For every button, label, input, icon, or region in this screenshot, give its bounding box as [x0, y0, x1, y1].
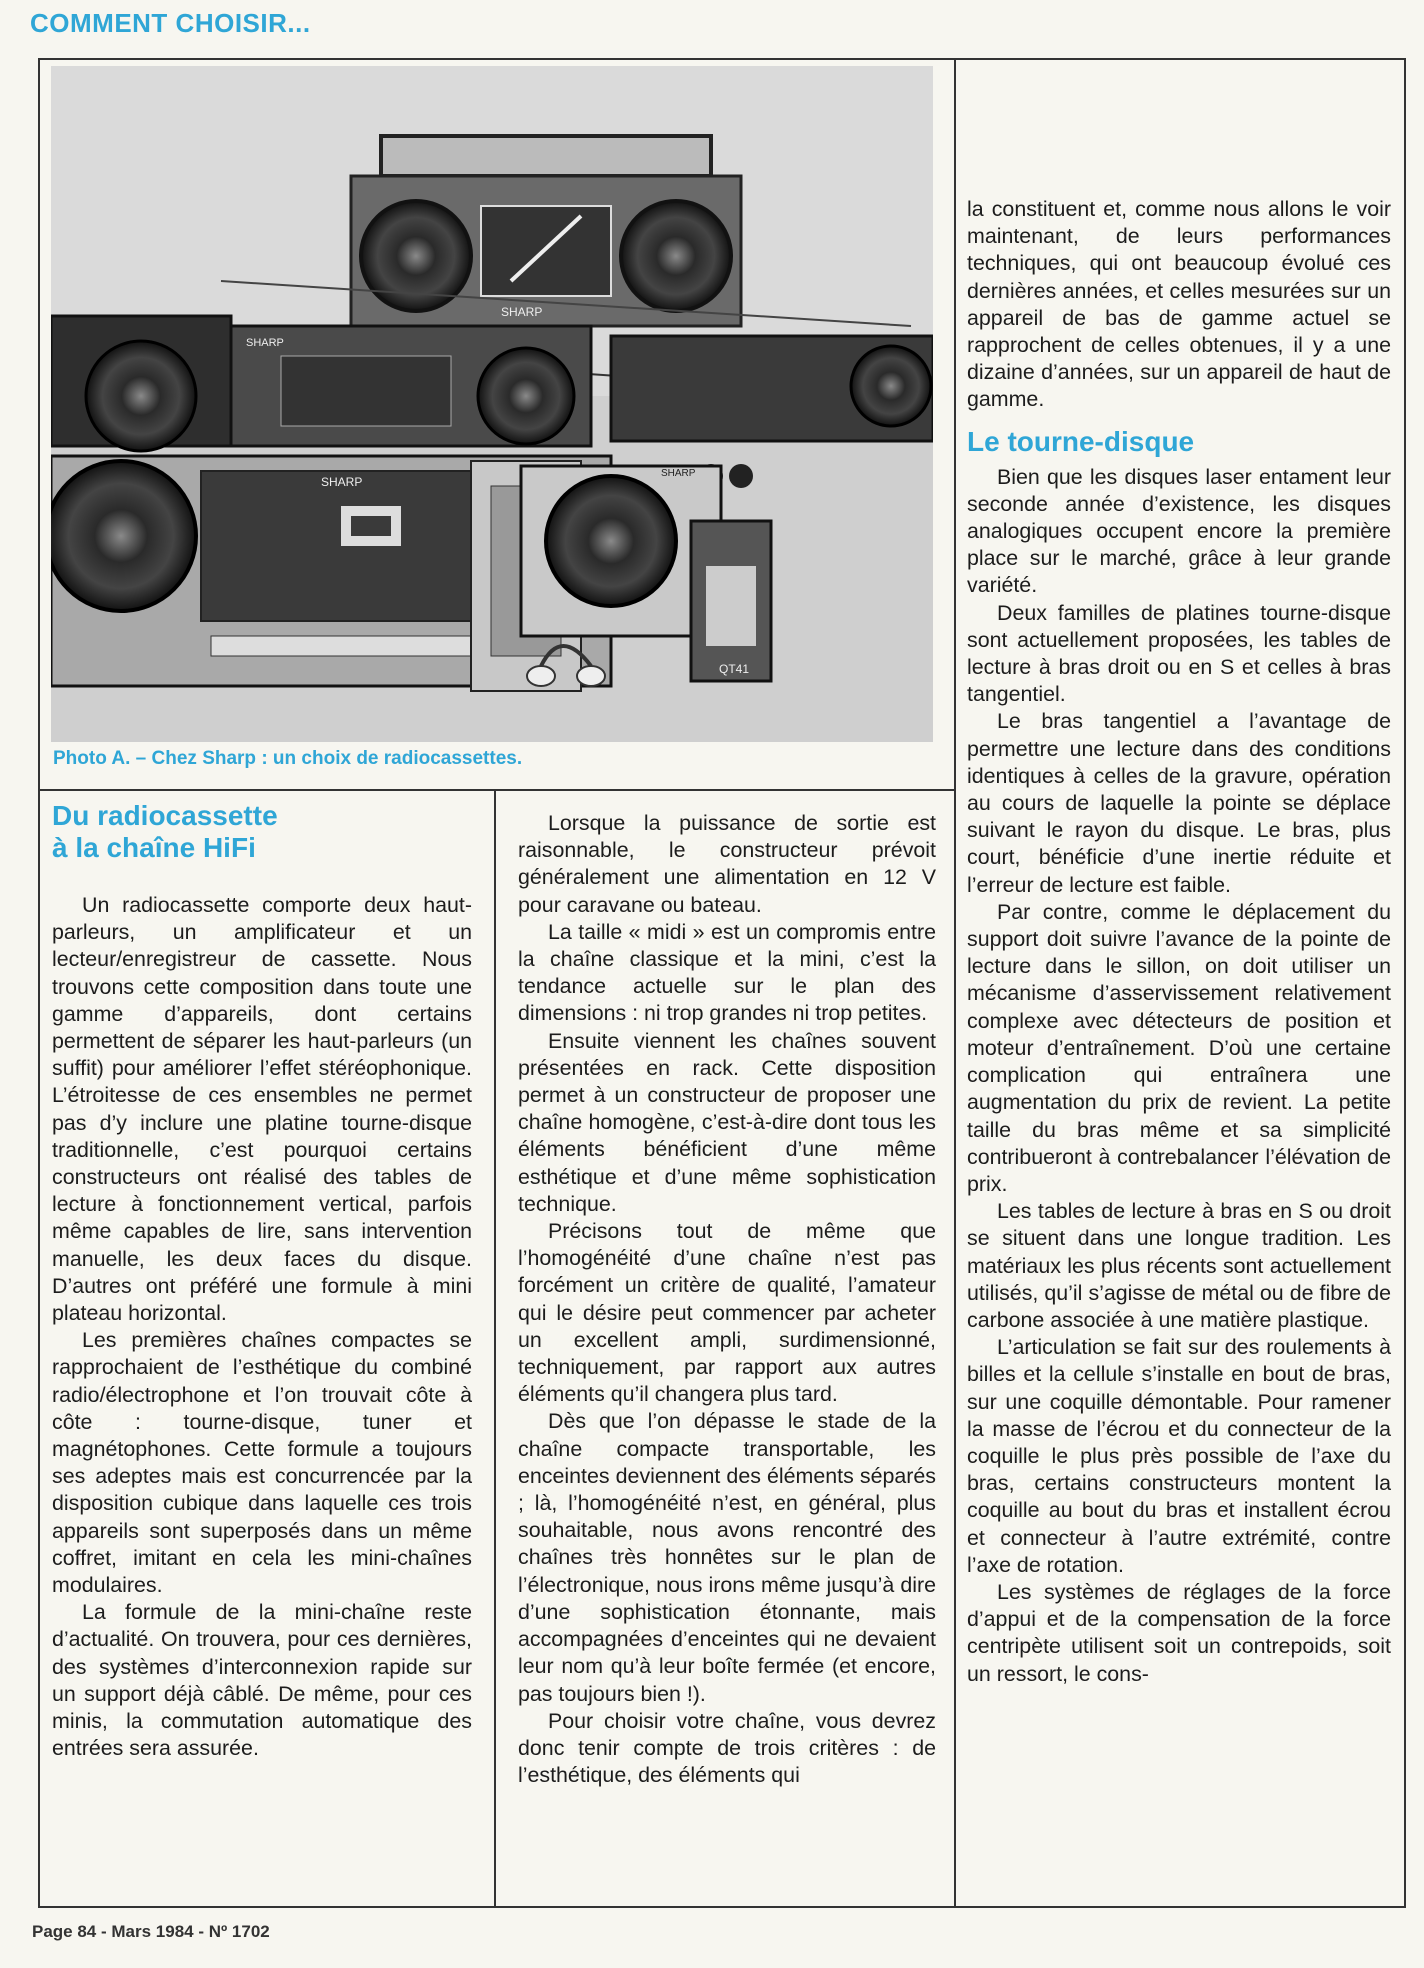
photo-right-rule — [954, 58, 956, 791]
frame-top-rule — [38, 58, 1406, 60]
page-footer: Page 84 - Mars 1984 - Nº 1702 — [32, 1922, 270, 1941]
paragraph: Le bras tangentiel a l’avantage de permettre une lecture dans des conditions identiques à celles de la gravure, opération au cours de laquelle la pointe se déplace suivant le rayon du disque. Le bras, plus court, bénéficie d’une inertie réduite et l’erreur de lecture est faible. — [967, 709, 1391, 897]
brand-label: SHARP — [661, 468, 696, 479]
right-column-heading: Le tourne-disque — [967, 425, 1195, 457]
paragraph: Les tables de lecture à bras en S ou droit se situent dans une longue tradition. Les matériaux les plus récents sont actuellement utilisés, qu’il s’agisse de métal ou de fibre de carbone associée à une matière plastique. — [967, 1199, 1391, 1332]
paragraph: Bien que les disques laser entament leur seconde année d’existence, les disques analogiques occupent encore la première place sur le marché, grâce à leur grande variété. — [967, 464, 1391, 598]
paragraph: Un radiocassette comporte deux haut-parleurs, un amplificateur et un lecteur/enregistreur de cassette. Nous trouvons cette composition dans toute une gamme d’appareils, dont certains permettent de séparer les haut-parleurs (un suffit) pour améliorer l’effet stéréophonique. L’étroitesse de ces ensembles ne permet pas d’y inclure une platine tourne-disque traditionnelle, c’est pourquoi certains constructeurs ont réalisé des tables de lecture à fonctionnement vertical, parfois même capables de lire, sans intervention manuelle, les deux faces du disque. D’autres ont préféré une formule à mini plateau horizontal. — [52, 893, 472, 1326]
heading-line-2: à la chaîne HiFi — [52, 832, 256, 863]
column-divider-2 — [954, 790, 956, 1908]
radiocassettes-illustration — [51, 66, 933, 742]
frame-right-rule — [1404, 58, 1406, 1908]
brand-label: SHARP — [246, 337, 284, 349]
paragraph: Par contre, comme le déplacement du support doit suivre l’avance de la pointe de lecture dans le sillon, on doit utiliser un mécanisme d’asservissement relativement complexe avec détecteurs de position et moteur d’entraînement. D’où une certaine complication qui entraînera une augmentation du prix de revient. La petite taille du bras même et sa simplicité contribueront à contrebalancer l’élévation de prix. — [967, 899, 1391, 1196]
paragraph: Précisons tout de même que l’homogénéité d’une chaîne n’est pas forcément un critère de qualité, l’amateur qui le désire peut commencer par acheter un excellent ampli, surdimensionné, techniquement, par rapport aux autres éléments qu’il changera plus tard. — [518, 1219, 936, 1407]
brand-label: SHARP — [501, 305, 543, 319]
frame-left-rule — [38, 58, 40, 1908]
paragraph: La formule de la mini-chaîne reste d’actualité. On trouvera, pour ces dernières, des systèmes d’interconnexion rapide sur un support déjà câblé. De même, pour ces minis, la commutation automatique des entrées sera assurée. — [52, 1600, 472, 1761]
paragraph: Les premières chaînes compactes se rapprochaient de l’esthétique du combiné radio/électrophone et l’on trouvait côte à côte : tourne-disque, tuner et magnétophones. Cette formule a toujours ses adeptes mais est concurrencée par la disposition cubique dans laquelle ces trois appareils sont superposés dans un même coffret, imitant en cela les mini-chaînes modulaires. — [52, 1328, 472, 1598]
frame-bottom-rule — [38, 1906, 1406, 1908]
walkman — [691, 521, 771, 681]
paragraph: Ensuite viennent les chaînes souvent présentées en rack. Cette disposition permet à un constructeur de proposer une chaîne homogène, c’est-à-dire dont tous les éléments bénéficient d’une même esthétique et d’une même sophistication technique. — [518, 1028, 936, 1216]
section-header: COMMENT CHOISIR... — [30, 8, 311, 38]
photo-bottom-rule — [38, 789, 956, 791]
left-column-heading — [52, 800, 472, 864]
model-label: QT41 — [719, 662, 750, 676]
paragraph: L’articulation se fait sur des roulements à billes et la cellule s’installe en bout de bras, sur une coquille démontable. Pour ramener la masse de l’écrou et du connecteur de la coquille le plus près possible de l’axe du bras, certains constructeurs montent la coquille au bout du bras et installent écrou et connecteur à l’autre extrémité, contre l’axe de rotation. — [967, 1335, 1391, 1577]
right-column — [967, 196, 1391, 1688]
paragraph: Les systèmes de réglages de la force d’appui et de la compensation de la force centripète utilisent soit un contrepoids, soit un ressort, le cons- — [967, 1579, 1391, 1686]
column-divider-1 — [494, 790, 496, 1908]
paragraph: Lorsque la puissance de sortie est raisonnable, le constructeur prévoit généralement une alimentation en 12 V pour caravane ou bateau. — [518, 811, 936, 917]
product-photo — [51, 66, 933, 742]
top-radiocassette — [351, 136, 741, 326]
heading-line-1: Du radiocassette — [52, 800, 278, 831]
photo-caption: Photo A. – Chez Sharp : un choix de radiocassettes. — [53, 748, 523, 769]
paragraph: Pour choisir votre chaîne, vous devrez donc tenir compte de trois critères : de l’esthétique, des éléments qui — [518, 1708, 936, 1788]
left-column — [52, 800, 472, 1763]
paragraph: Deux familles de platines tourne-disque sont actuellement proposées, les tables de lecture à bras droit ou en S et celles à bras tangentiel. — [967, 600, 1391, 707]
brand-label: SHARP — [321, 475, 363, 489]
middle-column — [518, 810, 936, 1789]
paragraph: Dès que l’on dépasse le stade de la chaîne compacte transportable, les enceintes deviennent des éléments séparés ; là, l’homogénéité n’est, en général, plus souhaitable, nous avons rencontré des chaînes très honnêtes sur le plan de l’électronique, nous irons même jusqu’à dire d’une sophistication étonnante, mais accompagnées d’enceintes qui ne devaient leur nom qu’à leur boîte fermée (et encore, pas toujours bien !). — [518, 1409, 936, 1706]
intro-paragraph: la constituent et, comme nous allons le voir maintenant, de leurs performances techniques, qui ont beaucoup évolué ces dernières années, et celles mesurées sur un appareil de bas de gamme actuel se rapprochent de celles obtenues, il y a une dizaine d’années, sur un appareil de haut de gamme. — [967, 197, 1391, 412]
paragraph: La taille « midi » est un compromis entre la chaîne classique et la mini, c’est la tendance actuelle sur le plan des dimensions : ni trop grandes ni trop petites. — [518, 919, 936, 1026]
